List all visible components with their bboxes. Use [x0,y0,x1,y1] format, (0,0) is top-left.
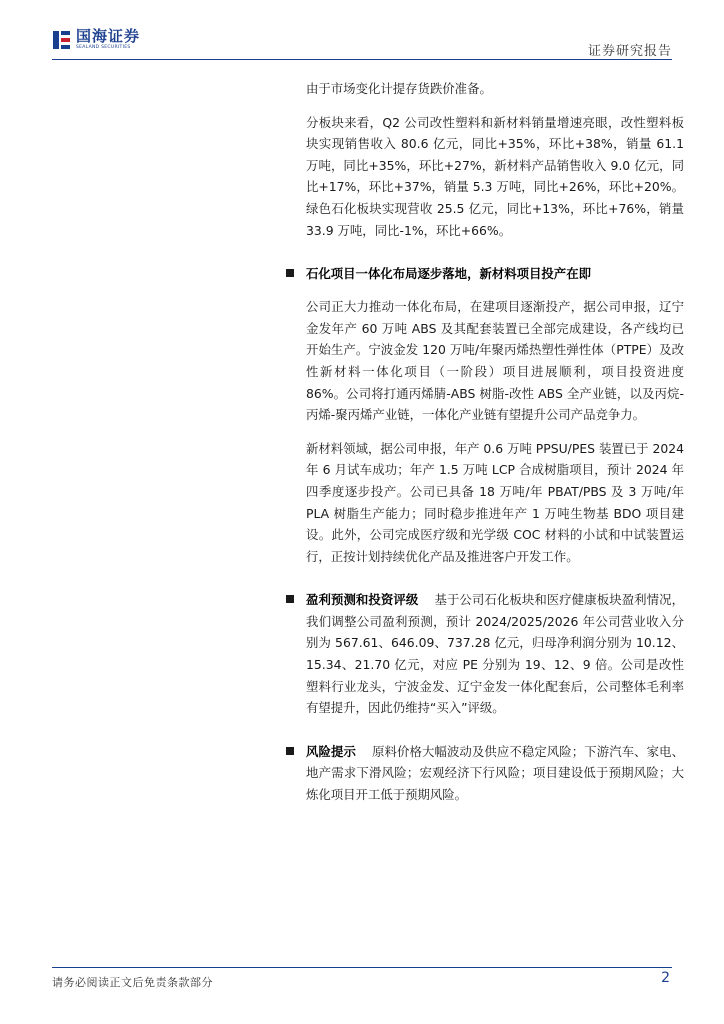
earnings-forecast-block [306,589,684,719]
paragraph-segment-performance: 分板块来看，Q2 公司改性塑料和新材料销量增速亮眼，改性塑料板块实现销售收入 80.6 亿元，同比+35%，环比+38%，销量 61.1 万吨，同比+35%，环比+27%，新材料产品销售收入 9.0 亿元，同比+17%，环比+37%，销量 5.3 万吨，同比+26%，环比+20%。绿色石化板块实现营收 25.5 亿元，同比+13%，环比+76%，销量 33.9 万吨，同比-1%，环比+66%。 [306,114,684,238]
risk-warning-block [306,741,684,806]
logo-name-en: SEALAND SECURITIES [76,45,131,51]
paragraph-inventory-note: 由于市场变化计提存货跌价准备。 [306,81,492,96]
square-bullet-icon [286,747,294,755]
earnings-forecast-text: 基于公司石化板块和医疗健康板块盈利情况，我们调整公司盈利预测，预计 2024/2025/2026 年公司营业收入分别为 567.61、646.09、737.28 亿元，归母净利润分别为 10.12、15.34、21.70 亿元，对应 PE 分别为 19、12、9 倍。公司是改性塑料行业龙头，宁波金发、辽宁金发一体化配套后，公司整体毛利率有望提升，因此仍维持“买入”评级。 [306,592,685,716]
earnings-forecast-lead: 盈利预测和投资评级 [306,592,419,608]
company-logo [52,29,140,51]
header-divider [52,59,672,60]
report-body [306,78,684,806]
footer-divider [52,967,672,968]
square-bullet-icon [286,269,294,277]
disclaimer-note: 请务必阅读正文后免责条款部分 [52,976,213,989]
paragraph-risk-warning [306,741,684,806]
page-header [0,0,724,60]
report-type-label: 证券研究报告 [587,44,672,59]
paragraph-new-materials: 新材料领域，据公司申报，年产 0.6 万吨 PPSU/PES 装置已于 2024 年 6 月试车成功；年产 1.5 万吨 LCP 合成树脂项目，预计 2024 年四季度逐步投产。公司已具备 18 万吨/年 PBAT/PBS 及 3 万吨/年 PLA 树脂生产能力；同时稳步推进年产 1 万吨生物基 BDO 项目建设。此外，公司完成医疗级和光学级 COC 材料的小试和中试装置运行，正按计划持续优化产品及推进客户开发工作。 [306,440,684,564]
paragraph-integration-layout: 公司正大力推动一体化布局，在建项目逐渐投产，据公司申报，辽宁金发年产 60 万吨 ABS 及其配套装置已全部完成建设，各产线均已开始生产。宁波金发 120 万吨/年聚丙烯热塑性弹性体（PTPE）及改性新材料一体化项目（一阶段）项目进展顺利，项目投资进度 86%。公司将打通丙烯腈-ABS 树脂-改性 ABS 全产业链，以及丙烷-丙烯-聚丙烯产业链，一体化产业链有望提升公司产品竞争力。 [306,299,684,423]
section-heading-text: 石化项目一体化布局逐步落地，新材料项目投产在即 [306,266,591,282]
risk-warning-text: 原料价格大幅波动及供应不稳定风险；下游汽车、家电、地产需求下滑风险；宏观经济下行风险；项目建设低于预期风险；大炼化项目开工低于预期风险。 [306,743,685,803]
logo-mark-icon [52,29,72,51]
page-number: 2 [661,970,670,986]
square-bullet-icon [286,595,294,603]
section-heading-petrochem [306,263,684,284]
logo-name-cn: 国海证券 [76,27,141,46]
paragraph-earnings-forecast [306,589,684,719]
risk-warning-lead: 风险提示 [306,743,356,759]
